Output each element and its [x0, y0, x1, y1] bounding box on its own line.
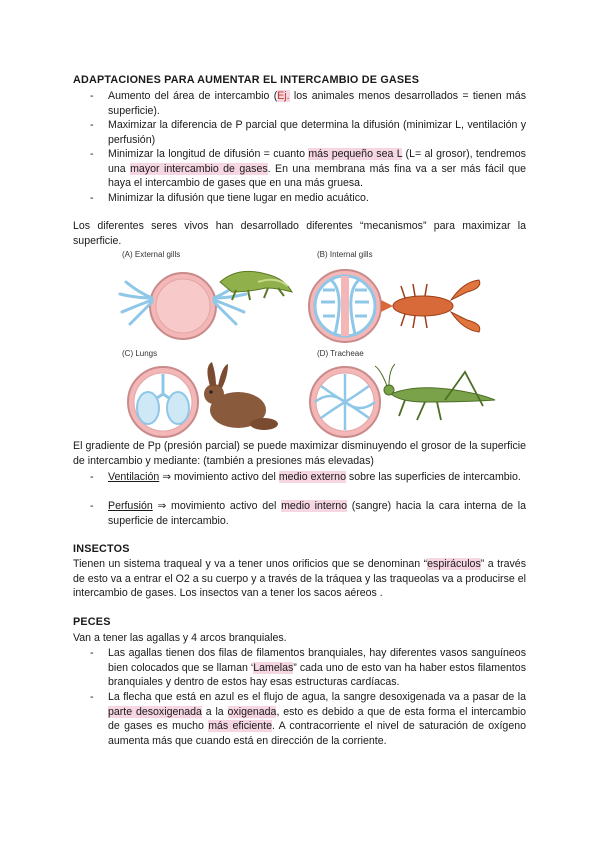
paragraph-peces-intro: Van a tener las agallas y 4 arcos branquiales. — [73, 632, 287, 644]
bullet-dash: - — [90, 119, 94, 131]
rabbit-icon — [204, 362, 278, 430]
bullet-presion: Maximizar la diferencia de P parcial que determina la difusión (minimizar L, ventilación y perfusión) — [108, 119, 526, 146]
bullet-dash: - — [90, 192, 94, 204]
bullet-ventilacion: Ventilación ⇒ movimiento activo del medio externo sobre las superficies de intercambio. — [108, 471, 521, 483]
section-title-adaptaciones: ADAPTACIONES PARA AUMENTAR EL INTERCAMBIO DE GASES — [73, 74, 420, 86]
bullet-acuatico: Minimizar la difusión que tiene lugar en medio acuático. — [108, 192, 369, 204]
grasshopper-icon — [375, 364, 495, 420]
figure-label-c: (C) Lungs — [122, 349, 158, 358]
bullet-dash: - — [90, 471, 94, 483]
bullet-dash: - — [90, 500, 94, 512]
ej-highlight: Ej. — [277, 90, 290, 102]
bullet-dash: - — [90, 647, 94, 659]
bullet-dash: - — [90, 691, 94, 703]
section-title-insectos: INSECTOS — [73, 543, 130, 555]
paragraph-mecanismos: Los diferentes seres vivos han desarrollado diferentes “mecanismos” para maximizar la superficie. — [73, 220, 526, 247]
bullet-dash: - — [90, 90, 94, 102]
figure-label-b: (B) Internal gills — [317, 250, 373, 259]
lobster-icon — [381, 280, 480, 332]
external-gills-diagram — [108, 262, 298, 346]
internal-gills-diagram — [305, 262, 485, 346]
bullet-dash: - — [90, 148, 94, 160]
section-title-peces: PECES — [73, 616, 111, 628]
bullet-agallas: Las agallas tienen dos filas de filamentos branquiales, hay diferentes vasos sanguíneos bien colocados que se llaman ‘Lamelas” cada uno de esto van ha haber estos filamentos branquiales y dentro de estos hay esas estructuras cardíacas. — [108, 647, 526, 688]
figure-label-d: (D) Tracheae — [317, 349, 364, 358]
bullet-perfusion: Perfusión ⇒ movimiento activo del medio interno (sangre) hacia la cara interna de la superficie de intercambio. — [108, 500, 526, 527]
tracheae-diagram — [305, 360, 505, 440]
paragraph-insectos: Tienen un sistema traqueal y va a tener unos orificios que se denominan “espiráculos” a través de esto va a entrar el O2 a su cuerpo y a través de la tráquea y las traqueolas va a producirse el intercambio de gases. Los insectos van a tener los sacos aéreos . — [73, 558, 526, 599]
bullet-area: Aumento del área de intercambio (Ej. los animales menos desarrollados = tienen más superficie). — [108, 90, 526, 117]
figure-label-a: (A) External gills — [122, 250, 181, 259]
bullet-longitud: Minimizar la longitud de difusión = cuanto más pequeño sea L (L= al grosor), tendremos una mayor intercambio de gases. En una membrana más fina va a ser más fácil que haya el intercambio de gases que en una más gruesa. — [108, 148, 526, 189]
lungs-diagram — [118, 360, 298, 440]
bullet-flecha-azul: La flecha que está en azul es el flujo de agua, la sangre desoxigenada va a pasar de la parte desoxigenada a la oxigenada, esto es debido a que de esta forma el intercambio de gases es mucho más eficiente. A contracorriente el nivel de saturación de oxígeno aumenta más que cuando está en dirección de la corriente. — [108, 691, 527, 747]
paragraph-gradiente: El gradiente de Pp (presión parcial) se puede maximizar disminuyendo el grosor de la superficie de intercambio y mediante: (también a presiones más elevadas) — [73, 440, 526, 467]
